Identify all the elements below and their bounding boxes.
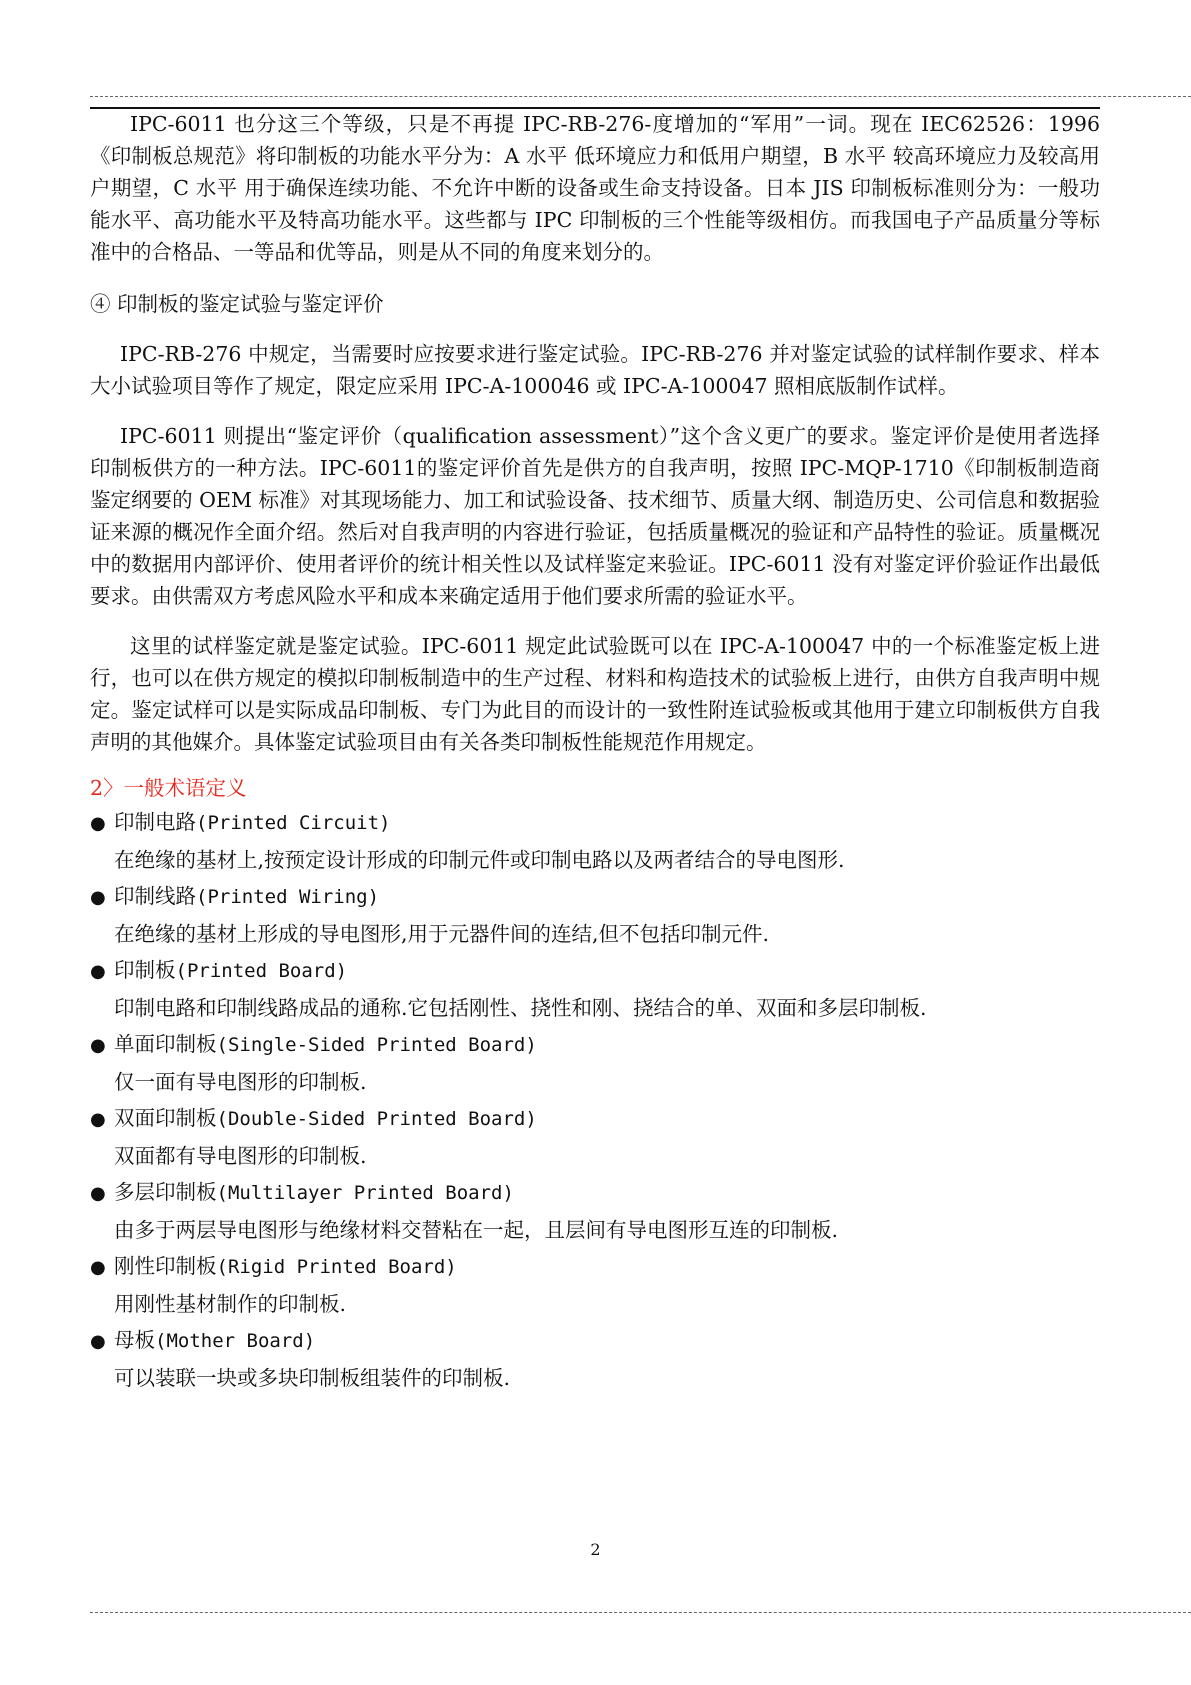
header-dashed-line xyxy=(90,96,1191,97)
term-heading xyxy=(90,1248,1100,1286)
term-heading xyxy=(90,1026,1100,1064)
bullet-icon: ● xyxy=(90,1257,106,1278)
term-chinese: 印制线路 xyxy=(114,884,196,908)
term-english: (Printed Circuit) xyxy=(196,812,391,834)
term-chinese: 印制板 xyxy=(114,958,176,982)
term-heading xyxy=(90,878,1100,916)
page-content xyxy=(90,108,1100,1396)
term-english: (Double-Sided Printed Board) xyxy=(216,1108,537,1130)
section-heading-qualification: ④ 印制板的鉴定试验与鉴定评价 xyxy=(90,292,384,316)
paragraph-performance-levels: IPC-6011 也分这三个等级，只是不再提 IPC-RB-276-度增加的“军用”一词。现在 IEC62526：1996《印制板总规范》将印制板的功能水平分为：A 水平 低环境应力和低用户期望，B 水平 较高环境应力及较高用户期望，C 水平 用于确保连续功能、不允许中断的设备或生命支持设备。日本 JIS 印制板标准则分为：一般功能水平、高功能水平及特高功能水平。这些都与 IPC 印制板的三个性能等级相仿。而我国电子产品质量分等标准中的合格品、一等品和优等品，则是从不同的角度来划分的。 xyxy=(90,112,1100,264)
term-heading xyxy=(90,1100,1100,1138)
term-item xyxy=(90,1322,1100,1396)
term-item xyxy=(90,1174,1100,1248)
term-heading xyxy=(90,952,1100,990)
term-definition: 在绝缘的基材上形成的导电图形,用于元器件间的连结,但不包括印制元件. xyxy=(114,922,770,946)
term-chinese: 单面印制板 xyxy=(114,1032,217,1056)
term-definition: 印制电路和印制线路成品的通称.它包括刚性、挠性和刚、挠结合的单、双面和多层印制板. xyxy=(114,996,927,1020)
term-item xyxy=(90,804,1100,878)
bullet-icon: ● xyxy=(90,1331,106,1352)
page-number: 2 xyxy=(590,1540,601,1559)
bullet-icon: ● xyxy=(90,1035,106,1056)
term-item xyxy=(90,1100,1100,1174)
term-definition: 由多于两层导电图形与绝缘材料交替粘在一起，且层间有导电图形互连的印制板. xyxy=(114,1218,839,1242)
term-item xyxy=(90,1026,1100,1100)
term-chinese: 母板 xyxy=(114,1328,155,1352)
term-heading xyxy=(90,1322,1100,1360)
term-english: (Single-Sided Printed Board) xyxy=(216,1034,537,1056)
paragraph-sample-qualification: 这里的试样鉴定就是鉴定试验。IPC-6011 规定此试验既可以在 IPC-A-100047 中的一个标准鉴定板上进行，也可以在供方规定的模拟印制板制造中的生产过程、材料和构造技术的试验板上进行，由供方自我声明中规定。鉴定试样可以是实际成品印制板、专门为此目的而设计的一致性附连试验板或其他用于建立印制板供方自我声明的其他媒介。具体鉴定试验项目由有关各类印制板性能规范作用规定。 xyxy=(90,634,1100,754)
term-definition: 在绝缘的基材上,按预定设计形成的印制元件或印制电路以及两者结合的导电图形. xyxy=(114,848,845,872)
term-english: (Printed Board) xyxy=(175,960,348,982)
term-english: (Multilayer Printed Board) xyxy=(216,1182,514,1204)
term-english: (Mother Board) xyxy=(155,1330,316,1352)
term-chinese: 刚性印制板 xyxy=(114,1254,217,1278)
terms-list xyxy=(90,804,1100,1396)
bullet-icon: ● xyxy=(90,1183,106,1204)
footer-dashed-line xyxy=(90,1612,1191,1613)
term-english: (Printed Wiring) xyxy=(196,886,380,908)
term-english: (Rigid Printed Board) xyxy=(216,1256,457,1278)
term-item xyxy=(90,952,1100,1026)
term-chinese: 双面印制板 xyxy=(114,1106,217,1130)
term-heading xyxy=(90,1174,1100,1212)
term-definition: 用刚性基材制作的印制板. xyxy=(114,1292,347,1316)
term-definition: 双面都有导电图形的印制板. xyxy=(114,1144,367,1168)
term-item xyxy=(90,878,1100,952)
term-heading xyxy=(90,804,1100,842)
term-definition: 仅一面有导电图形的印制板. xyxy=(114,1070,367,1094)
bullet-icon: ● xyxy=(90,961,106,982)
bullet-icon: ● xyxy=(90,1109,106,1130)
term-chinese: 印制电路 xyxy=(114,810,196,834)
term-definition: 可以装联一块或多块印制板组装件的印制板. xyxy=(114,1366,511,1390)
bullet-icon: ● xyxy=(90,813,106,834)
term-chinese: 多层印制板 xyxy=(114,1180,217,1204)
section-title-general-terms: 2〉一般术语定义 xyxy=(90,776,247,800)
bullet-icon: ● xyxy=(90,887,106,908)
term-item xyxy=(90,1248,1100,1322)
paragraph-rb276-qualification: IPC-RB-276 中规定，当需要时应按要求进行鉴定试验。IPC-RB-276 并对鉴定试验的试样制作要求、样本大小试验项目等作了规定，限定应采用 IPC-A-100046 或 IPC-A-100047 照相底版制作试样。 xyxy=(90,342,1100,398)
paragraph-qualification-assessment: IPC-6011 则提出“鉴定评价（qualification assessment）”这个含义更广的要求。鉴定评价是使用者选择印制板供方的一种方法。IPC-6011的鉴定评价首先是供方的自我声明，按照 IPC-MQP-1710《印制板制造商鉴定纲要的 OEM 标准》对其现场能力、加工和试验设备、技术细节、质量大纲、制造历史、公司信息和数据验证来源的概况作全面介绍。然后对自我声明的内容进行验证，包括质量概况的验证和产品特性的验证。质量概况中的数据用内部评价、使用者评价的统计相关性以及试样鉴定来验证。IPC-6011 没有对鉴定评价验证作出最低要求。由供需双方考虑风险水平和成本来确定适用于他们要求所需的验证水平。 xyxy=(90,424,1100,608)
